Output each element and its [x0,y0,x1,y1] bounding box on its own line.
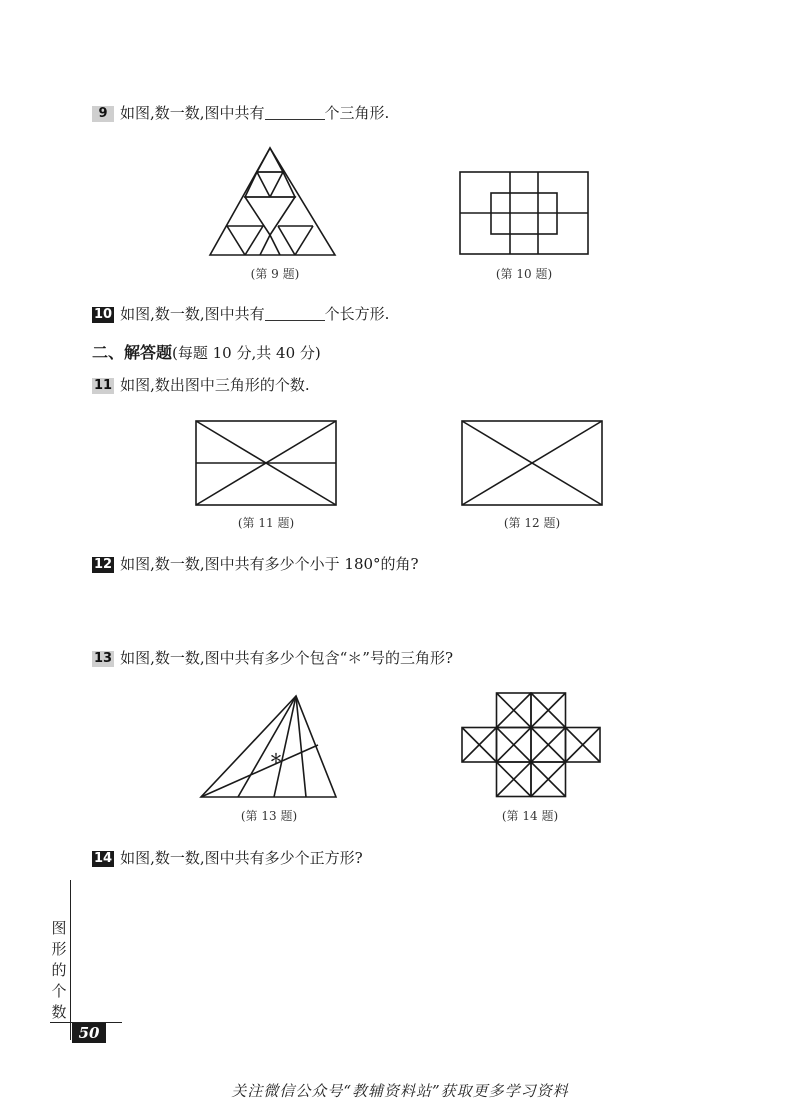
caption-fig13: (第 13 题) [240,809,298,823]
caption-fig14: (第 14 题) [501,809,559,823]
question-13 [92,648,453,668]
question-11 [92,375,310,395]
figure-12-angles [460,419,604,507]
question-14 [92,848,363,868]
question-number: 11 [94,378,113,393]
inner-inverted-triangle [245,197,295,235]
figure-14-squares [460,691,602,799]
question-12 [92,554,419,574]
question-number: 12 [94,557,113,572]
question-number: 10 [94,307,113,322]
figure-9-triangles [205,145,345,260]
caption-fig11: (第 11 题) [237,516,295,530]
question-text: 如图,数出图中三角形的个数. [120,376,310,394]
question-text-post: 个三角形. [324,104,390,122]
question-text: 如图,数一数,图中共有多少个正方形? [120,849,363,867]
question-number: 14 [94,851,113,866]
figure-11-triangles [194,419,338,507]
side-rule [70,880,71,1040]
figure-13-star-triangles [198,693,340,801]
section-title: 二、解答题 [92,343,173,362]
question-number: 13 [94,651,113,666]
section-heading [92,340,321,363]
question-text: 如图,数一数,图中共有多少个包含“＊”号的三角形? [120,649,454,667]
footer-watermark: 关注微信公众号“教辅资料站”获取更多学习资料 [231,1082,569,1100]
figure-10-rectangles [458,170,592,256]
question-text: 如图,数一数,图中共有多少个小于 180°的角? [120,555,419,573]
star-mark: ＊ [269,752,283,767]
question-text-pre: 如图,数一数,图中共有 [120,104,265,122]
question-text-post: 个长方形. [324,305,390,323]
page-number: 50 [72,1023,106,1043]
chapter-side-title: 图 形 的 个 数 [51,919,67,1021]
section-note: (每题 10 分,共 40 分) [172,344,321,362]
caption-fig9: (第 9 题) [250,267,300,281]
question-text-pre: 如图,数一数,图中共有 [120,305,265,323]
caption-fig10: (第 10 题) [495,267,553,281]
question-9 [92,103,389,123]
answer-blank[interactable] [265,105,325,120]
question-10 [92,304,389,324]
question-number: 9 [92,106,114,122]
answer-blank[interactable] [265,306,325,321]
caption-fig12: (第 12 题) [503,516,561,530]
